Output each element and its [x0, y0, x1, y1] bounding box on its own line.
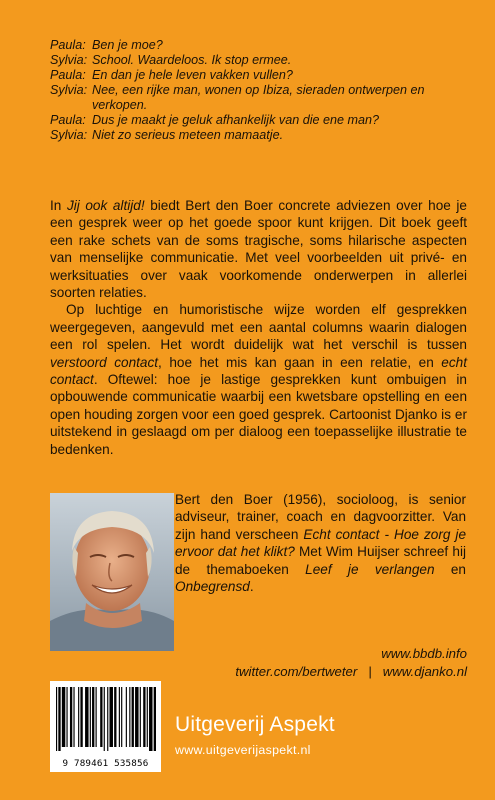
barcode-bars [56, 687, 156, 751]
dialogue-line [50, 113, 470, 128]
barcode-bar [109, 687, 112, 747]
text-run: Bert den Boer (1956), socioloog, is senior adviseur, trainer, coach en dagvoorzitter. Van zijn hand verscheen [175, 492, 466, 542]
barcode-bar [149, 687, 152, 751]
description-paragraph-1 [50, 197, 467, 301]
text-run: In [50, 198, 67, 213]
text-run: en [434, 561, 466, 577]
term-echt-contact: echt contact [50, 354, 467, 388]
barcode-bar [58, 687, 60, 751]
barcode-bar [121, 687, 122, 747]
publisher-name: Uitgeverij Aspekt [175, 713, 335, 736]
barcode-bar [143, 687, 145, 747]
book-echt-contact: Echt contact - Hoe zorg je ervoor dat het klikt? [175, 526, 466, 560]
isbn-number: 9 789461 535856 [62, 758, 149, 769]
barcode-bar [140, 687, 141, 747]
book-title: Jij ook altijd! [66, 198, 145, 213]
barcode-bar [135, 687, 138, 747]
djanko-link[interactable]: www.djanko.nl [382, 664, 467, 679]
dialogue-line [50, 83, 470, 113]
dialogue-line [50, 53, 470, 68]
barcode-bar [119, 687, 120, 747]
barcode-bar [100, 687, 102, 747]
author-photo [50, 493, 174, 651]
barcode-bar [56, 687, 57, 751]
speaker: Paula: [50, 68, 86, 82]
barcode-bar [70, 687, 72, 747]
book-onbegrensd: Onbegrensd [175, 579, 250, 595]
speaker: Sylvia: [50, 53, 88, 67]
dialogue-line [50, 128, 470, 143]
speech: Nee, een rijke man, wonen op Ibiza, sieraden ontwerpen en verkopen. [92, 83, 425, 112]
dialogue-excerpt [50, 38, 470, 143]
text-run: . Oftewel: hoe je lastige gesprekken kunt ombuigen in opbouwende communicatie waarbij een kwetsbare opstelling en een open houding zorgen voor een goed gesprek. Cartoonist Djanko is er uitstekend in geslaagd om per dialoog een toepasselijke illustratie te bedenken. [50, 372, 467, 457]
text-run: Met Wim Huijser schreef hij de themaboeken [175, 544, 466, 577]
speech: Dus je maakt je geluk afhankelijk van die ene man? [92, 113, 380, 127]
barcode-bar [66, 687, 67, 747]
speaker: Sylvia: [50, 83, 88, 97]
book-leef-je-verlangen: Leef je verlangen [305, 561, 435, 577]
text-run: Op luchtige en humoristische wijze worden elf gesprekken weergegeven, aangevuld met een aantal columns waarin dialogen een rol spelen. Het wordt duidelijk wat het verschil is tussen [50, 302, 467, 353]
speech: Niet zo serieus meteen mamaatje. [92, 128, 284, 142]
text-run: biedt Bert den Boer concrete adviezen over hoe je een gesprek weer op het goede spoor kunt krijgen. Dit boek geeft een rake schets van de soms tragische, soms hilarische aspecten van menselijke communicatie. Met veel voorbeelden uit privé- en werksituaties over vaak voorkomende onderwerpen in allerlei soorten relaties. [50, 198, 467, 301]
text-run: , hoe het mis kan gaan in een relatie, en [158, 354, 442, 370]
term-verstoord-contact: verstoord contact [50, 354, 159, 370]
barcode-bar [147, 687, 148, 747]
link-separator: | [368, 664, 372, 679]
speech: Ben je moe? [92, 38, 163, 52]
barcode-bar [62, 687, 65, 747]
book-description [50, 197, 467, 458]
barcode-bar [73, 687, 74, 747]
barcode-bar [104, 687, 105, 751]
speaker: Paula: [50, 113, 86, 127]
website-link[interactable]: www.bbdb.info [381, 646, 467, 661]
barcode-bar [80, 687, 82, 747]
speech: En dan je hele leven vakken vullen? [92, 68, 293, 82]
speaker: Paula: [50, 38, 86, 52]
barcode-bar [90, 687, 91, 747]
barcode-bar [92, 687, 94, 747]
description-paragraph-2 [50, 301, 467, 458]
isbn-barcode [50, 681, 161, 772]
speech: School. Waardeloos. Ik stop ermee. [92, 53, 292, 67]
dialogue-line [50, 38, 470, 53]
author-bio [175, 491, 466, 595]
barcode-bar [154, 687, 156, 751]
publisher-url[interactable]: www.uitgeverijaspekt.nl [175, 743, 311, 757]
speaker: Sylvia: [50, 128, 88, 142]
barcode-bar [129, 687, 130, 747]
barcode-bar [114, 687, 116, 747]
barcode-bar [132, 687, 134, 747]
twitter-link[interactable]: twitter.com/bertweter [235, 664, 358, 679]
author-links [167, 645, 467, 681]
barcode-bar [85, 687, 88, 747]
author-portrait-image [50, 493, 174, 651]
links-row [167, 663, 467, 681]
barcode-bar [96, 687, 97, 747]
barcode-bar [126, 687, 127, 747]
barcode-bar [107, 687, 108, 751]
barcode-bar [78, 687, 79, 747]
text-run: . [249, 579, 254, 595]
dialogue-line [50, 68, 470, 83]
